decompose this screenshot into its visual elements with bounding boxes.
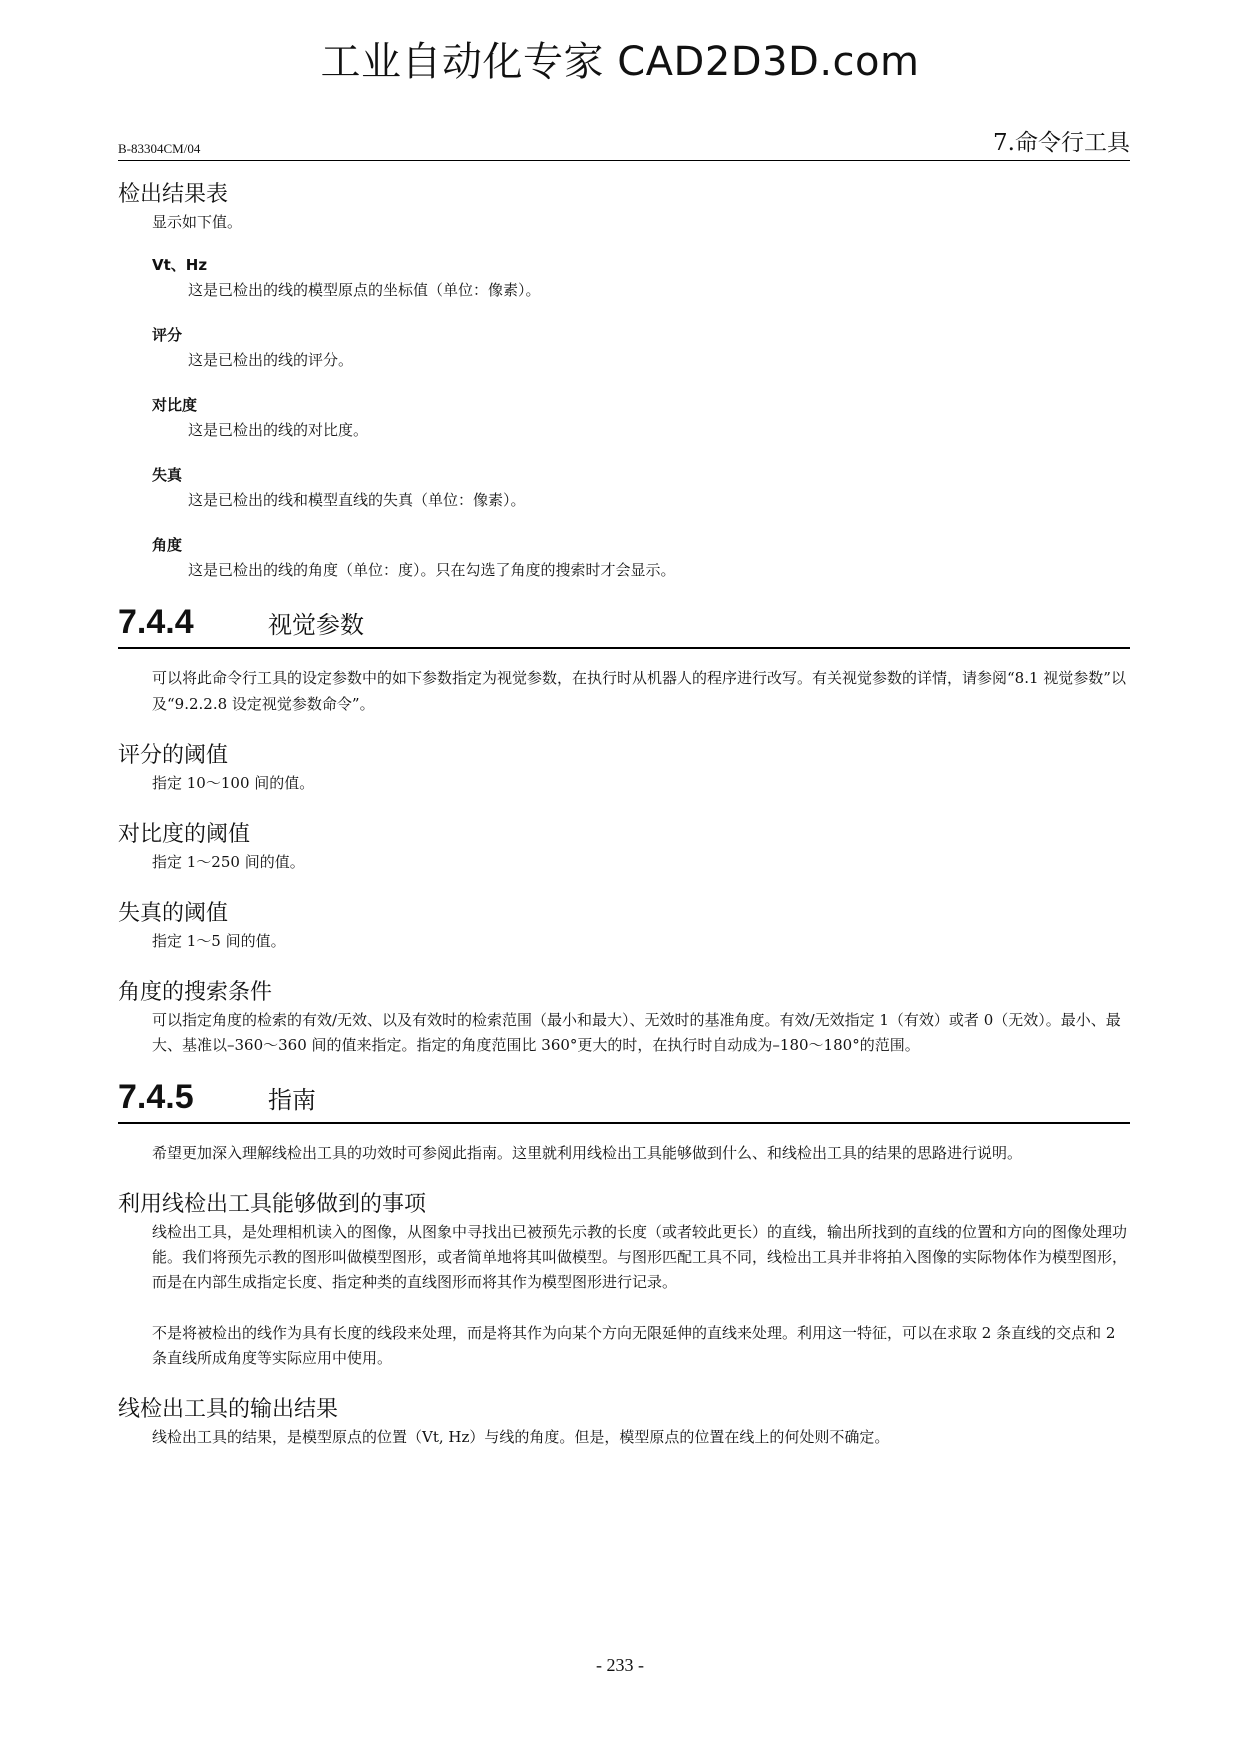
param-distortion-threshold (118, 899, 1130, 954)
section-744-title: 视觉参数 (268, 611, 364, 639)
param-contrast-threshold (118, 820, 1130, 875)
param-score-threshold (118, 741, 1130, 796)
term-vt-hz: Vt、Hz (152, 256, 208, 274)
param-angle-search (118, 978, 1130, 1058)
term-contrast: 对比度 (152, 396, 198, 414)
section-744-heading (118, 601, 1130, 649)
term-score: 评分 (152, 326, 183, 344)
param-heading: 对比度的阈值 (118, 822, 251, 847)
chapter-title: 7.命令行工具 (993, 130, 1130, 156)
result-table-section (118, 180, 1130, 583)
section-745-heading (118, 1076, 1130, 1124)
section-745-title: 指南 (268, 1086, 316, 1114)
term-distortion: 失真 (152, 466, 183, 484)
section-744-number: 7.4.4 (118, 603, 194, 641)
section-745-number: 7.4.5 (118, 1078, 194, 1116)
running-header (118, 124, 1130, 161)
desc-distortion: 这是已检出的线和模型直线的失真（单位：像素）。 (188, 491, 526, 509)
param-heading: 失真的阈值 (118, 901, 229, 926)
desc-score: 这是已检出的线的评分。 (188, 351, 354, 369)
result-table-intro: 显示如下值。 (152, 213, 243, 231)
capabilities-heading: 利用线检出工具能够做到的事项 (118, 1192, 427, 1217)
watermark-title: 工业自动化专家 CAD2D3D.com (320, 39, 920, 85)
capabilities-section (118, 1190, 1130, 1371)
result-table-list (152, 253, 1130, 583)
doc-number: B-83304CM/04 (118, 141, 201, 156)
capabilities-para-1: 线检出工具，是处理相机读入的图像，从图象中寻找出已被预先示教的长度（或者较此更长）的直线，输出所找到的直线的位置和方向的图像处理功能。我们将预先示教的图形叫做模型图形，或者简单地将其叫做模型。与图形匹配工具不同，线检出工具并非将拍入图像的实际物体作为模型图形，而是在内部生成指定长度、指定种类的直线图形而将其作为模型图形进行记录。 (152, 1223, 1128, 1291)
output-section (118, 1395, 1130, 1450)
param-text: 指定 1～5 间的值。 (152, 932, 286, 950)
param-text: 可以指定角度的检索的有效/无效、以及有效时的检索范围（最小和最大）、无效时的基准角度。有效/无效指定 1（有效）或者 0（无效）。最小、最大、基准以–360～360 间的值来指定。指定的角度范围比 360°更大的时，在执行时自动成为–180～180°的范围。 (152, 1011, 1121, 1054)
param-heading: 评分的阈值 (118, 743, 229, 768)
output-heading: 线检出工具的输出结果 (118, 1397, 339, 1422)
page-number: - 233 - (596, 1655, 644, 1675)
desc-angle: 这是已检出的线的角度（单位：度）。只在勾选了角度的搜索时才会显示。 (188, 561, 676, 579)
capabilities-para-2: 不是将被检出的线作为具有长度的线段来处理，而是将其作为向某个方向无限延伸的直线来处理。利用这一特征，可以在求取 2 条直线的交点和 2 条直线所成角度等实际应用中使用。 (152, 1324, 1116, 1367)
result-table-heading: 检出结果表 (118, 182, 229, 207)
section-744-intro: 可以将此命令行工具的设定参数中的如下参数指定为视觉参数，在执行时从机器人的程序进行改写。有关视觉参数的详情，请参阅“8.1 视觉参数”以及“9.2.2.8 设定视觉参数命令”。 (152, 669, 1126, 713)
term-angle: 角度 (152, 536, 183, 554)
section-745-intro: 希望更加深入理解线检出工具的功效时可参阅此指南。这里就利用线检出工具能够做到什么、和线检出工具的结果的思路进行说明。 (152, 1144, 1023, 1162)
output-text: 线检出工具的结果，是模型原点的位置（Vt, Hz）与线的角度。但是，模型原点的位置在线上的何处则不确定。 (152, 1428, 890, 1446)
desc-contrast: 这是已检出的线的对比度。 (188, 421, 369, 439)
param-heading: 角度的搜索条件 (118, 980, 273, 1005)
page-content (118, 180, 1130, 1450)
param-text: 指定 10～100 间的值。 (152, 774, 315, 792)
param-text: 指定 1～250 间的值。 (152, 853, 305, 871)
desc-vt-hz: 这是已检出的线的模型原点的坐标值（单位：像素）。 (188, 281, 541, 299)
